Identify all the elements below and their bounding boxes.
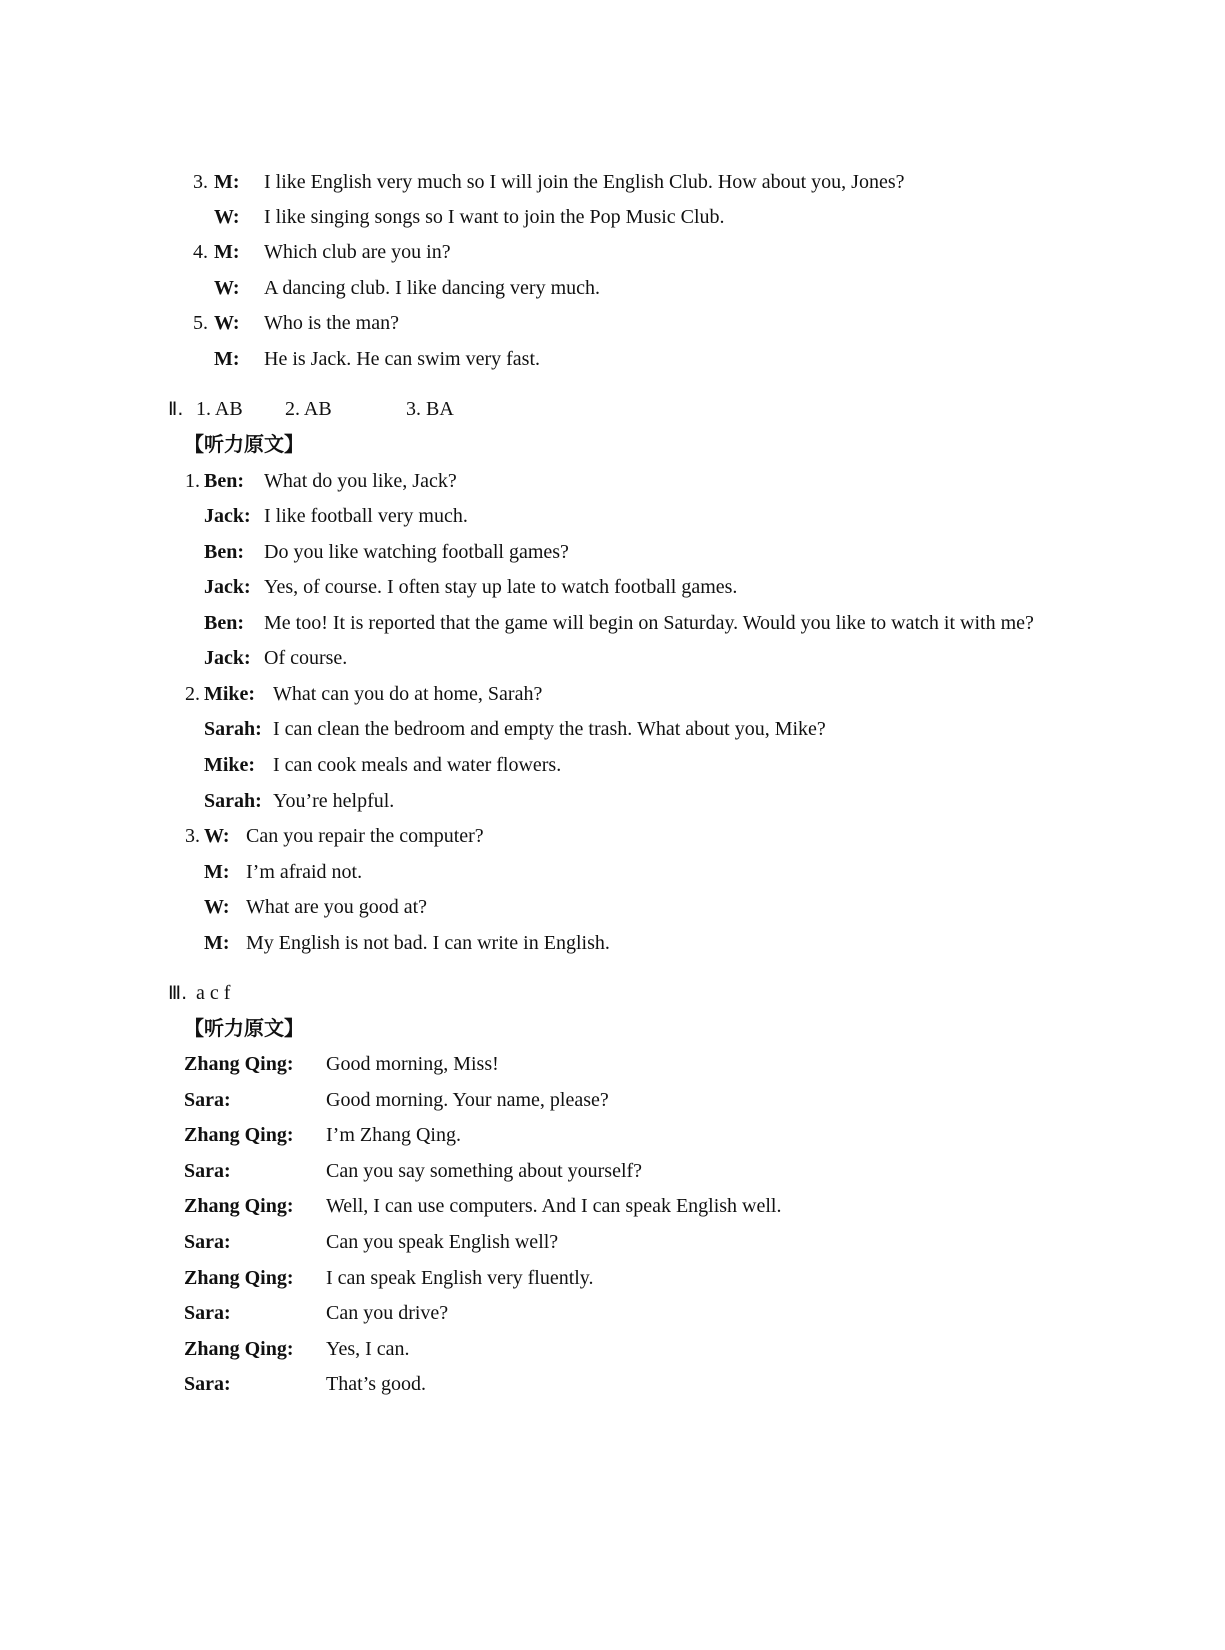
item-number: 1. xyxy=(185,470,200,492)
section-number: Ⅱ. xyxy=(168,398,184,420)
speaker-label: Jack: xyxy=(204,647,251,669)
dialogue-text: Good morning. Your name, please? xyxy=(326,1089,609,1111)
speaker-label: Mike: xyxy=(204,754,256,776)
speaker-label: M: xyxy=(204,932,230,954)
speaker-label: Sara: xyxy=(184,1089,231,1111)
answers: a c f xyxy=(196,982,231,1004)
speaker-label: Sara: xyxy=(184,1231,231,1253)
speaker-label: Sarah: xyxy=(204,718,262,740)
answer-2: 2. AB xyxy=(285,398,332,420)
dialogue-text: I like singing songs so I want to join the Pop Music Club. xyxy=(264,206,725,228)
item-number: 4. xyxy=(193,241,208,263)
dialogue-text: You’re helpful. xyxy=(273,790,395,812)
speaker-label: W: xyxy=(204,825,230,847)
speaker-label: Sara: xyxy=(184,1302,231,1324)
dialogue-text: I’m afraid not. xyxy=(246,861,363,883)
dialogue-text: A dancing club. I like dancing very much. xyxy=(264,277,601,299)
dialogue-text: Can you drive? xyxy=(326,1302,449,1324)
speaker-label: Zhang Qing: xyxy=(184,1053,294,1075)
transcript-heading: 【听力原文】 xyxy=(184,432,304,456)
dialogue-text: Good morning, Miss! xyxy=(326,1053,499,1075)
speaker-label: W: xyxy=(214,206,240,228)
answer-3: 3. BA xyxy=(406,398,454,420)
dialogue-text: Yes, of course. I often stay up late to watch football games. xyxy=(264,576,738,598)
speaker-label: Ben: xyxy=(204,470,244,492)
section-number: Ⅲ. xyxy=(168,982,188,1004)
dialogue-text: Of course. xyxy=(264,647,348,669)
dialogue-text: Can you repair the computer? xyxy=(246,825,484,847)
speaker-label: Ben: xyxy=(204,612,244,634)
dialogue-text: I can clean the bedroom and empty the trash. What about you, Mike? xyxy=(273,718,826,740)
speaker-label: Ben: xyxy=(204,541,244,563)
speaker-label: Zhang Qing: xyxy=(184,1338,294,1360)
answer-1: 1. AB xyxy=(196,398,243,420)
dialogue-text: Me too! It is reported that the game will begin on Saturday. Would you like to watch it with me? xyxy=(264,612,1034,634)
speaker-label: Jack: xyxy=(204,576,251,598)
item-number: 3. xyxy=(193,171,208,193)
speaker-label: M: xyxy=(204,861,230,883)
transcript-heading: 【听力原文】 xyxy=(184,1016,304,1040)
dialogue-text: Do you like watching football games? xyxy=(264,541,569,563)
dialogue-text: Can you speak English well? xyxy=(326,1231,559,1253)
dialogue-text: Which club are you in? xyxy=(264,241,451,263)
dialogue-text: My English is not bad. I can write in English. xyxy=(246,932,610,954)
dialogue-text: Well, I can use computers. And I can speak English well. xyxy=(326,1195,782,1217)
item-number: 3. xyxy=(185,825,200,847)
dialogue-text: What can you do at home, Sarah? xyxy=(273,683,543,705)
speaker-label: W: xyxy=(214,312,240,334)
speaker-label: M: xyxy=(214,348,240,370)
dialogue-text: Who is the man? xyxy=(264,312,399,334)
speaker-label: W: xyxy=(214,277,240,299)
dialogue-text: What do you like, Jack? xyxy=(264,470,457,492)
dialogue-text: Yes, I can. xyxy=(326,1338,410,1360)
dialogue-text: What are you good at? xyxy=(246,896,428,918)
speaker-label: Sarah: xyxy=(204,790,262,812)
dialogue-text: I can cook meals and water flowers. xyxy=(273,754,562,776)
speaker-label: Mike: xyxy=(204,683,256,705)
speaker-label: Zhang Qing: xyxy=(184,1195,294,1217)
speaker-label: W: xyxy=(204,896,230,918)
dialogue-text: Can you say something about yourself? xyxy=(326,1160,643,1182)
speaker-label: Sara: xyxy=(184,1373,231,1395)
speaker-label: Zhang Qing: xyxy=(184,1267,294,1289)
dialogue-text: He is Jack. He can swim very fast. xyxy=(264,348,541,370)
speaker-label: M: xyxy=(214,171,240,193)
dialogue-text: I like English very much so I will join the English Club. How about you, Jones? xyxy=(264,171,905,193)
dialogue-text: I’m Zhang Qing. xyxy=(326,1124,461,1146)
dialogue-text: I can speak English very fluently. xyxy=(326,1267,594,1289)
item-number: 2. xyxy=(185,683,200,705)
item-number: 5. xyxy=(193,312,208,334)
speaker-label: Zhang Qing: xyxy=(184,1124,294,1146)
speaker-label: Sara: xyxy=(184,1160,231,1182)
speaker-label: Jack: xyxy=(204,505,251,527)
dialogue-text: That’s good. xyxy=(326,1373,426,1395)
speaker-label: M: xyxy=(214,241,240,263)
dialogue-text: I like football very much. xyxy=(264,505,468,527)
